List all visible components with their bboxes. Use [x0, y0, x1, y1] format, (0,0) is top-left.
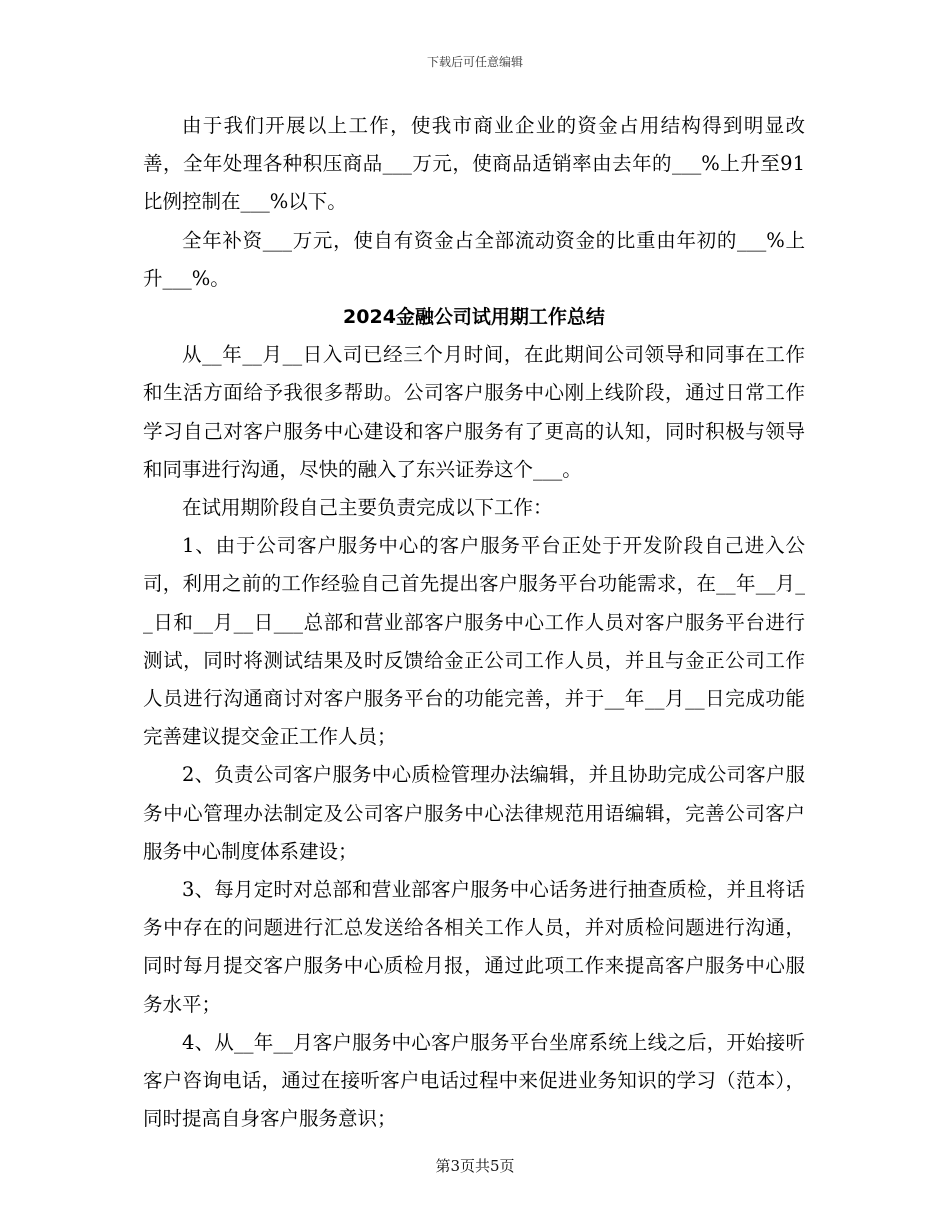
body-paragraph: 全年补资___万元，使自有资金占全部流动资金的比重由年初的___%上升___%。 — [143, 228, 805, 290]
body-paragraph: 由于我们开展以上工作，使我市商业企业的资金占用结构得到明显改善，全年处理各种积压商品___万元，使商品适销率由去年的___%上升至91比例控制在___%以下。 — [143, 114, 805, 214]
list-item-4: 4、从__年__月客户服务中心客户服务平台坐席系统上线之后，开始接听客户咨询电话，通过在接听客户电话过程中来促进业务知识的学习（范本），同时提高自身客户服务意识； — [143, 1030, 805, 1131]
document-body — [143, 107, 805, 1138]
list-item-3: 3、每月定时对总部和营业部客户服务中心话务进行抽查质检，并且将话务中存在的问题进行汇总发送给各相关工作人员，并对质检问题进行沟通，同时每月提交客户服务中心质检月报，通过此项工作来提高客户服务中心服务水平； — [143, 878, 805, 1016]
page-number-footer: 第3页共5页 — [435, 1157, 515, 1175]
body-paragraph: 从__年__月__日入司已经三个月时间，在此期间公司领导和同事在工作和生活方面给予我很多帮助。公司客户服务中心刚上线阶段，通过日常工作学习自己对客户服务中心建设和客户服务有了更高的认知，同时积极与领导和同事进行沟通，尽快的融入了东兴证券这个___。 — [143, 343, 805, 481]
body-paragraph: 在试用期阶段自己主要负责完成以下工作： — [182, 496, 553, 520]
page-header-note: 下载后可任意编辑 — [426, 55, 523, 69]
list-item-2: 2、负责公司客户服务中心质检管理办法编辑，并且协助完成公司客户服务中心管理办法制定及公司客户服务中心法律规范用语编辑，完善公司客户服务中心制度体系建设； — [143, 763, 805, 863]
section-title: 2024金融公司试用期工作总结 — [343, 306, 605, 329]
list-item-1: 1、由于公司客户服务中心的客户服务平台正处于开发阶段自己进入公司，利用之前的工作经验自己首先提出客户服务平台功能需求，在__年__月__日和__月__日___总部和营业部客户服务中心工作人员对客户服务平台进行测试，同时将测试结果及时反馈给金正公司工作人员，并且与金正公司工作人员进行沟通商讨对客户服务平台的功能完善，并于__年__月__日完成功能完善建议提交金正工作人员； — [143, 534, 805, 749]
